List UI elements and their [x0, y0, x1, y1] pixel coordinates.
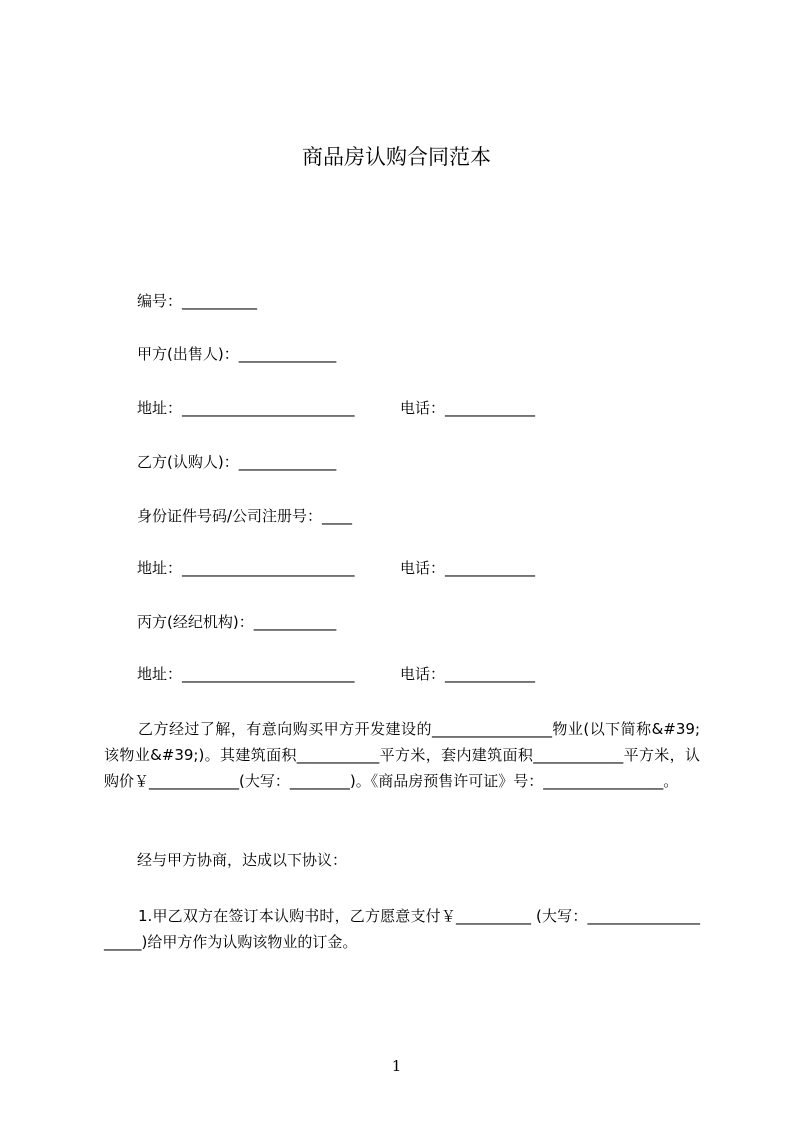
- party-b-phone-field: 电话：____________: [400, 559, 536, 577]
- clause-1-paragraph: 1.甲乙双方在签订本认购书时，乙方愿意支付￥__________ (大写：____________________)给甲方作为认购该物业的订金。: [104, 907, 700, 951]
- page-number: 1: [391, 1057, 402, 1075]
- contract-number-field: 编号：__________: [137, 292, 258, 310]
- party-b-address-field: 地址：_______________________: [137, 559, 355, 577]
- party-c-address-field: 地址：_______________________: [137, 665, 355, 683]
- party-a-phone-field: 电话：____________: [400, 399, 536, 417]
- party-c-phone-field: 电话：____________: [400, 665, 536, 683]
- party-b-field: 乙方(认购人)：_____________: [137, 453, 337, 471]
- party-c-field: 丙方(经纪机构)：___________: [137, 613, 337, 631]
- id-number-field: 身份证件号码/公司注册号：____: [137, 507, 353, 525]
- party-a-address-field: 地址：_______________________: [137, 399, 355, 417]
- document-title: 商品房认购合同范本: [302, 145, 491, 169]
- agreement-intro-paragraph: 经与甲方协商，达成以下协议：: [137, 851, 348, 869]
- party-a-field: 甲方(出售人)：_____________: [137, 345, 337, 363]
- property-description-paragraph: 乙方经过了解，有意向购买甲方开发建设的________________物业(以下简称&#39;该物业&#39;)。其建筑面积___________平方米，套内建筑面积____________平方米，认购价￥____________(大写：________)。《商品房预售许可证》号：________________。: [104, 720, 700, 790]
